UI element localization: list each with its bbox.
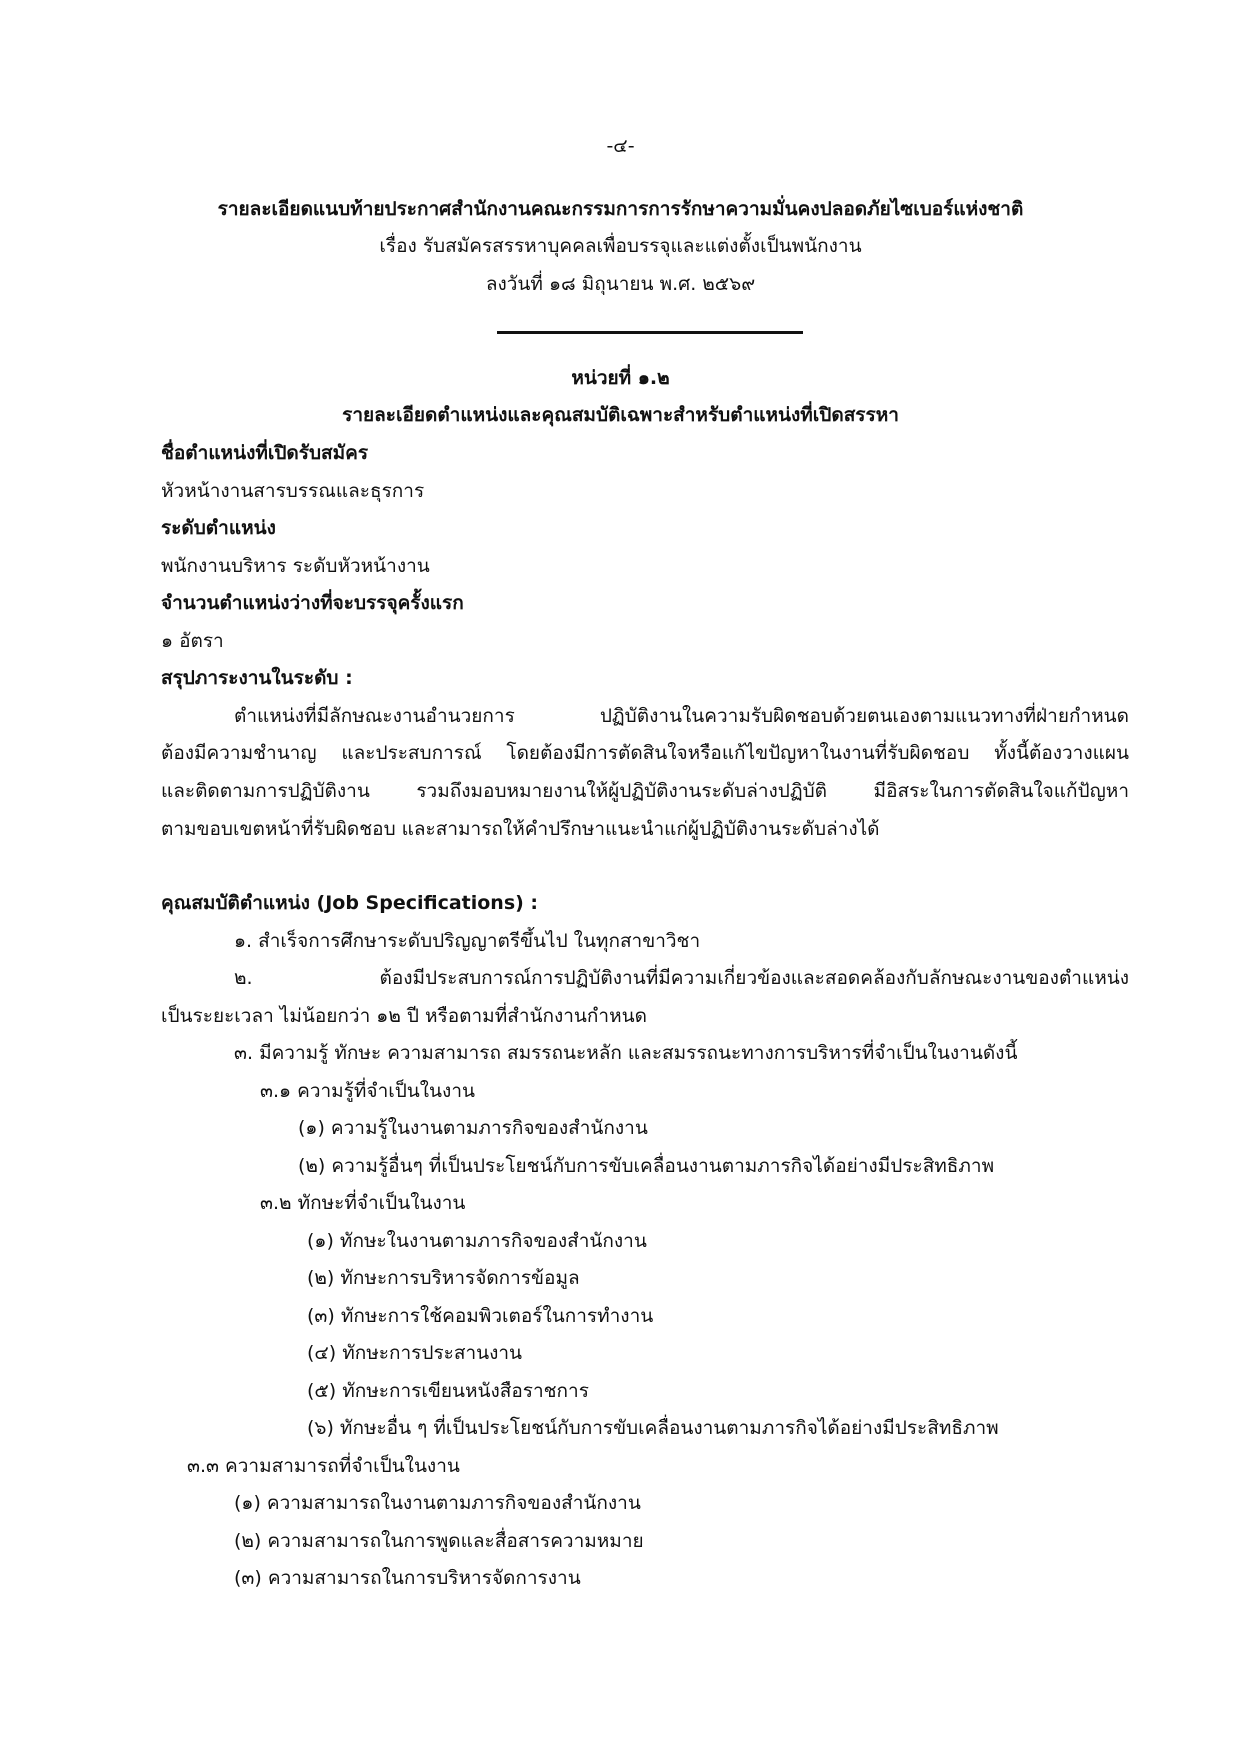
specs-label: คุณสมบัติตำแหน่ง (Job Specifications) :: [161, 892, 539, 914]
vacancy-value: ๑ อัตรา: [161, 630, 224, 652]
spec-item-experience-cont: เป็นระยะเวลา ไม่น้อยกว่า ๑๒ ปี หรือตามที่สำนักงานกำหนด: [161, 1005, 647, 1027]
vacancy-label: จำนวนตำแหน่งว่างที่จะบรรจุครั้งแรก: [161, 592, 464, 614]
position-level-value: พนักงานบริหาร ระดับหัวหน้างาน: [161, 555, 430, 577]
unit-subtitle: รายละเอียดตำแหน่งและคุณสมบัติเฉพาะสำหรับตำแหน่งที่เปิดสรรหา: [342, 404, 899, 426]
skill-item: (๒) ทักษะการบริหารจัดการข้อมูล: [307, 1267, 580, 1289]
summary-label: สรุปภาระงานในระดับ :: [161, 667, 353, 689]
abilities-heading: ๓.๓ ความสามารถที่จำเป็นในงาน: [187, 1455, 460, 1477]
ability-item: (๑) ความสามารถในงานตามภารกิจของสำนักงาน: [234, 1492, 641, 1514]
position-name-value: หัวหน้างานสารบรรณและธุรการ: [161, 480, 425, 502]
skill-item: (๓) ทักษะการใช้คอมพิวเตอร์ในการทำงาน: [307, 1305, 654, 1327]
knowledge-item: (๑) ความรู้ในงานตามภารกิจของสำนักงาน: [298, 1117, 648, 1139]
skill-item: (๑) ทักษะในงานตามภารกิจของสำนักงาน: [307, 1230, 647, 1252]
page-number: -๔-: [606, 135, 635, 157]
ability-item: (๓) ความสามารถในการบริหารจัดการงาน: [234, 1567, 581, 1589]
spec-item-education: ๑. สำเร็จการศึกษาระดับปริญญาตรีขึ้นไป ในทุกสาขาวิชา: [234, 930, 701, 952]
skills-heading: ๓.๒ ทักษะที่จำเป็นในงาน: [260, 1192, 466, 1214]
summary-line: ต้องมีความชำนาญ และประสบการณ์ โดยต้องมีการตัดสินใจหรือแก้ไขปัญหาในงานที่รับผิดชอบ ทั้งนี้ต้องวางแผน: [161, 742, 1129, 764]
spec-item-competency: ๓. มีความรู้ ทักษะ ความสามารถ สมรรถนะหลัก และสมรรถนะทางการบริหารที่จำเป็นในงานดังนี้: [234, 1042, 1018, 1064]
document-subject: เรื่อง รับสมัครสรรหาบุคคลเพื่อบรรจุและแต่งตั้งเป็นพนักงาน: [379, 235, 862, 257]
ability-item: (๒) ความสามารถในการพูดและสื่อสารความหมาย: [234, 1530, 644, 1552]
knowledge-heading: ๓.๑ ความรู้ที่จำเป็นในงาน: [260, 1080, 475, 1102]
summary-line: และติดตามการปฏิบัติงาน รวมถึงมอบหมายงานให้ผู้ปฏิบัติงานระดับล่างปฏิบัติ มีอิสระในการตัดสินใจแก้ปัญหา: [161, 780, 1129, 802]
header-divider: [497, 331, 803, 334]
position-name-label: ชื่อตำแหน่งที่เปิดรับสมัคร: [161, 442, 369, 464]
skill-item: (๔) ทักษะการประสานงาน: [307, 1342, 523, 1364]
summary-line: ตำแหน่งที่มีลักษณะงานอำนวยการ ปฏิบัติงานในความรับผิดชอบด้วยตนเองตามแนวทางที่ฝ่ายกำหนด: [234, 705, 1129, 727]
skill-item: (๖) ทักษะอื่น ๆ ที่เป็นประโยชน์กับการขับเคลื่อนงานตามภารกิจได้อย่างมีประสิทธิภาพ: [307, 1417, 999, 1439]
unit-title: หน่วยที่ ๑.๒: [571, 367, 670, 389]
document-title: รายละเอียดแนบท้ายประกาศสำนักงานคณะกรรมการการรักษาความมั่นคงปลอดภัยไซเบอร์แห่งชาติ: [217, 198, 1024, 220]
skill-item: (๕) ทักษะการเขียนหนังสือราชการ: [307, 1380, 589, 1402]
summary-line: ตามขอบเขตหน้าที่รับผิดชอบ และสามารถให้คำปรึกษาแนะนำแก่ผู้ปฏิบัติงานระดับล่างได้: [161, 818, 880, 840]
spec-item-experience: ๒. ต้องมีประสบการณ์การปฏิบัติงานที่มีความเกี่ยวข้องและสอดคล้องกับลักษณะงานของตำแหน่ง: [234, 967, 1129, 989]
knowledge-item: (๒) ความรู้อื่นๆ ที่เป็นประโยชน์กับการขับเคลื่อนงานตามภารกิจได้อย่างมีประสิทธิภาพ: [298, 1155, 995, 1177]
document-date: ลงวันที่ ๑๘ มิถุนายน พ.ศ. ๒๕๖๙: [485, 273, 756, 295]
position-level-label: ระดับตำแหน่ง: [161, 517, 276, 539]
